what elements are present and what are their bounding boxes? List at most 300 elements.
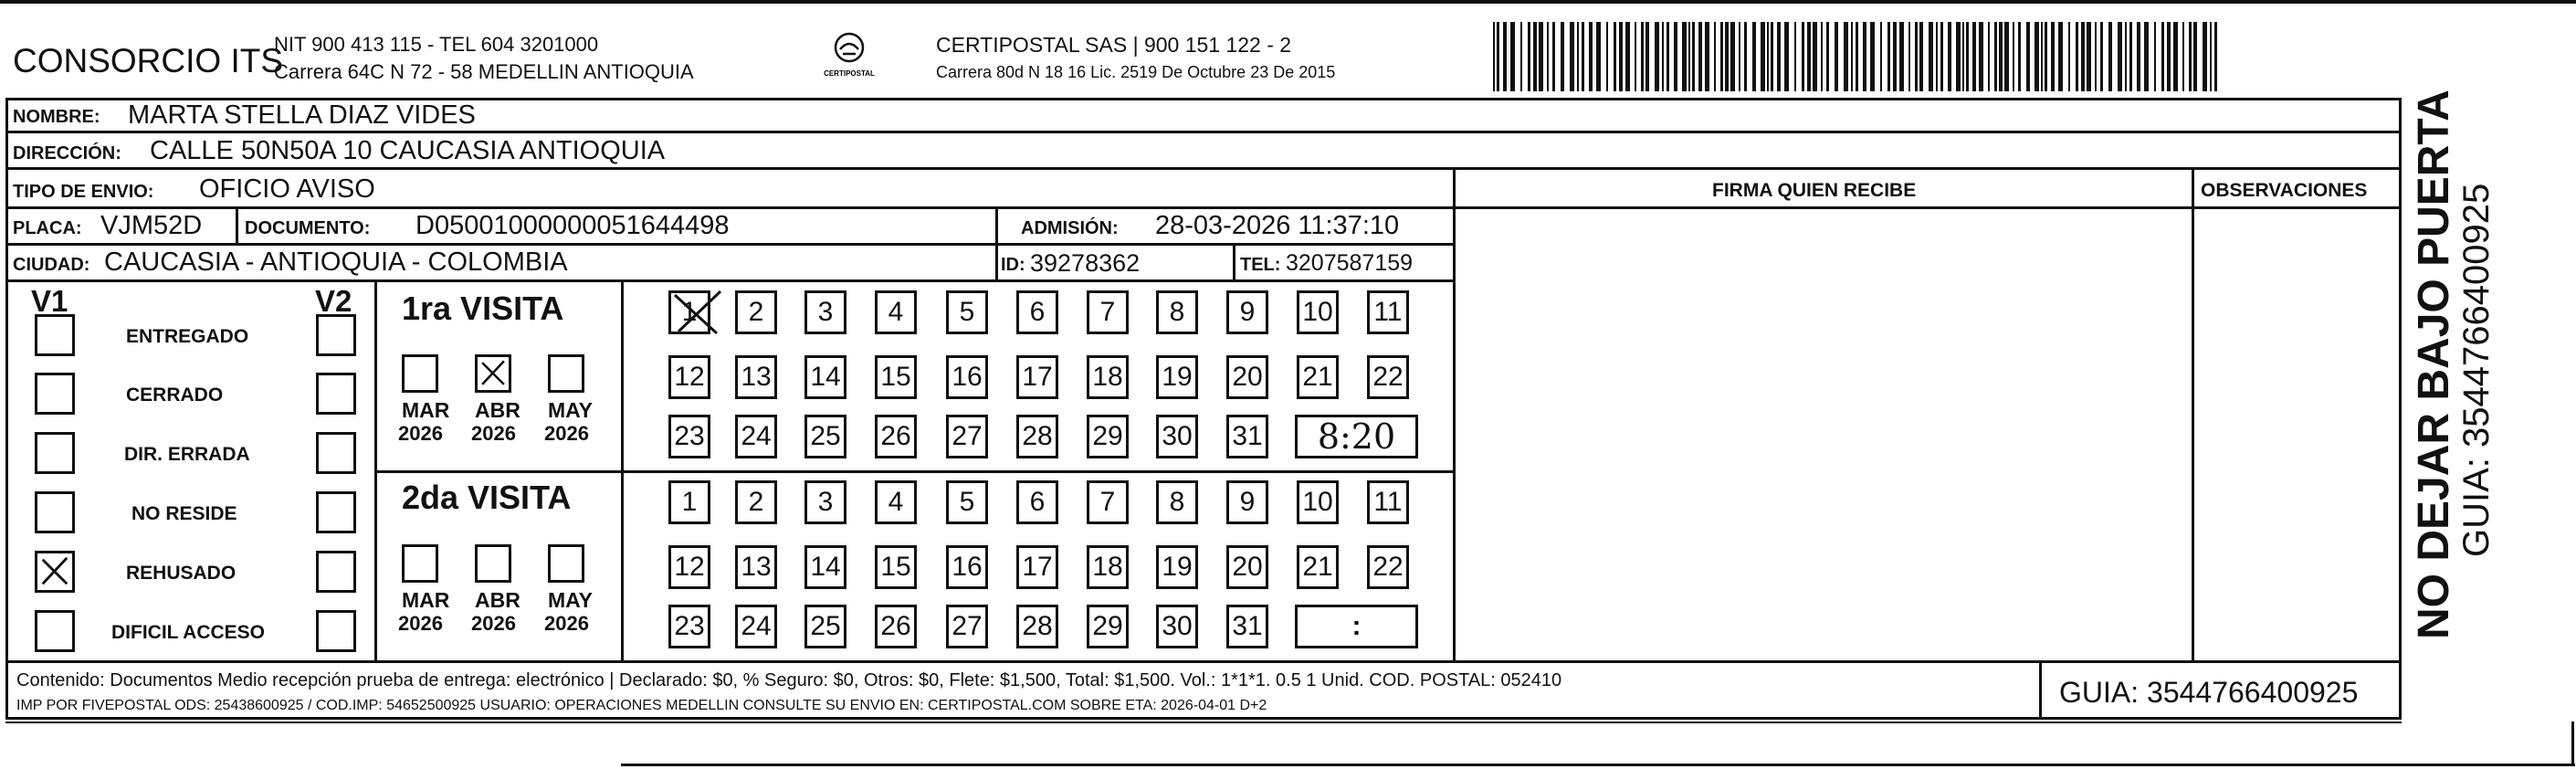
day-number: 30 <box>1162 611 1193 641</box>
direccion-value: CALLE 50N50A 10 CAUCASIA ANTIOQUIA <box>150 136 666 165</box>
company-nit: NIT 900 413 115 - TEL 604 3201000 <box>274 33 599 56</box>
day-number: 11 <box>1373 297 1403 327</box>
status-v2-checkbox[interactable] <box>316 491 356 533</box>
day-box[interactable] <box>804 355 846 399</box>
day-number: 8 <box>1169 487 1185 517</box>
day-box[interactable] <box>1367 545 1409 589</box>
barcode-bar <box>2118 22 2122 91</box>
admision-value: 28-03-2026 11:37:10 <box>1155 211 1400 240</box>
day-box[interactable] <box>735 415 777 458</box>
barcode-bar <box>2076 22 2078 91</box>
visit1-title: 1ra VISITA <box>402 290 564 327</box>
day-box[interactable] <box>1016 480 1058 524</box>
barcode-bar <box>1667 22 1669 91</box>
day-number: 29 <box>1092 611 1123 641</box>
day-box[interactable] <box>1226 545 1268 589</box>
barcode-bar <box>2154 22 2156 91</box>
day-box[interactable] <box>1297 355 1339 399</box>
day-number: 16 <box>952 552 983 582</box>
barcode-bar <box>1887 22 1890 91</box>
barcode-bar <box>1674 22 1677 91</box>
day-number: 31 <box>1232 421 1263 451</box>
day-box[interactable] <box>668 545 710 589</box>
day-number: 7 <box>1099 297 1116 327</box>
day-number: 1 <box>681 297 698 327</box>
day-box[interactable] <box>1016 415 1058 458</box>
day-number: 24 <box>741 421 772 451</box>
footer-content: Contenido: Documentos Medio recepción prueba de entrega: electrónico | Declarado: $0, % Seguro: $0, Otros: $0, Flete: $1,500, Total: $1,500. Vol.: 1*1*1. 0.5 1 Unid. COD. POSTAL: 052410 <box>16 670 1562 690</box>
barcode-bar <box>1744 22 1747 91</box>
placa-value: VJM52D <box>100 211 203 240</box>
barcode-bar <box>1936 22 1938 91</box>
day-number: 3 <box>817 297 834 327</box>
status-v2-checkbox[interactable] <box>316 432 356 474</box>
barcode-bar <box>2203 22 2207 91</box>
day-number: 10 <box>1302 297 1333 327</box>
barcode-bar <box>1784 22 1789 91</box>
day-number: 21 <box>1302 552 1333 582</box>
day-box[interactable] <box>1156 545 1198 589</box>
day-box[interactable] <box>1156 605 1198 648</box>
day-number: 12 <box>674 362 705 392</box>
status-label: DIFICIL ACCESO <box>111 622 266 643</box>
barcode-bar <box>1752 22 1756 91</box>
day-box[interactable] <box>1016 605 1058 648</box>
barcode-bar <box>1893 22 1897 91</box>
status-label: CERRADO <box>126 384 224 406</box>
barcode-bar <box>1908 22 1910 91</box>
day-number: 25 <box>810 611 841 641</box>
day-box[interactable] <box>1297 480 1339 524</box>
tipo-value: OFICIO AVISO <box>199 174 375 204</box>
company-address: Carrera 64C N 72 - 58 MEDELLIN ANTIOQUIA <box>274 60 694 83</box>
documento-label: DOCUMENTO: <box>245 218 371 238</box>
day-number: 5 <box>959 487 975 517</box>
barcode-bar <box>1714 22 1716 91</box>
day-box[interactable] <box>804 290 846 334</box>
day-number: 11 <box>1373 487 1403 517</box>
day-number: 4 <box>888 487 904 517</box>
day-box[interactable] <box>1226 605 1268 648</box>
barcode-bar <box>2189 22 2192 91</box>
v2-header: V2 <box>315 284 352 318</box>
day-box[interactable] <box>1016 545 1058 589</box>
day-number: 3 <box>817 487 834 517</box>
status-v1-checkbox[interactable] <box>35 432 75 474</box>
barcode-bar <box>1547 22 1549 91</box>
barcode-bar <box>2214 22 2217 91</box>
barcode-bar <box>1493 22 1495 91</box>
barcode-bar <box>1988 22 1990 91</box>
day-number: 6 <box>1029 487 1046 517</box>
visit2-title: 2da VISITA <box>402 479 572 516</box>
day-number: 28 <box>1022 421 1053 451</box>
barcode-bar <box>1503 22 1507 91</box>
barcode-bar <box>1570 22 1574 91</box>
barcode-bar <box>2018 22 2021 91</box>
day-box[interactable] <box>735 355 777 399</box>
day-box[interactable] <box>668 415 710 458</box>
day-box[interactable] <box>1156 355 1198 399</box>
visit1-time: 8:20 <box>1317 416 1396 457</box>
barcode-bar <box>1497 22 1499 91</box>
day-number: 18 <box>1092 552 1123 582</box>
barcode-bar <box>1807 22 1811 91</box>
barcode-bar <box>1596 22 1601 91</box>
day-box[interactable] <box>1087 605 1129 648</box>
barcode-bar <box>2173 22 2178 91</box>
id-value: 39278362 <box>1030 249 1141 277</box>
barcode-bar <box>2108 22 2112 91</box>
status-v1-checkbox[interactable] <box>35 373 75 415</box>
day-box[interactable] <box>875 355 917 399</box>
barcode-bar <box>2068 22 2070 91</box>
barcode-bar <box>2161 22 2164 91</box>
day-number: 17 <box>1022 552 1053 582</box>
barcode-bar <box>2041 22 2043 91</box>
day-box[interactable] <box>946 545 988 589</box>
barcode-bar <box>1919 22 1923 91</box>
barcode-bar <box>1899 22 1904 91</box>
day-number: 10 <box>1302 487 1333 517</box>
day-box[interactable] <box>946 480 988 524</box>
barcode-bar <box>2125 22 2127 91</box>
barcode-bar <box>2182 22 2184 91</box>
barcode-bar <box>1655 22 1659 91</box>
side-guia: GUIA: 3544766400925 <box>2456 183 2497 557</box>
barcode-bar <box>1577 22 1579 91</box>
barcode-bar <box>1915 22 1918 91</box>
day-number: 1 <box>681 487 698 517</box>
certipostal-logo <box>813 29 886 84</box>
barcode-bar <box>1539 22 1543 91</box>
barcode-bar <box>1645 22 1649 91</box>
day-box[interactable] <box>735 480 777 524</box>
day-number: 4 <box>888 297 904 327</box>
status-v2-checkbox[interactable] <box>316 610 356 652</box>
status-label: ENTREGADO <box>126 326 249 347</box>
year-label: 2026 <box>398 612 443 635</box>
barcode-bar <box>1528 22 1530 91</box>
month-label: ABR <box>475 398 520 422</box>
day-box[interactable] <box>1226 355 1268 399</box>
day-box[interactable] <box>804 480 846 524</box>
barcode-bar <box>1720 22 1723 91</box>
day-box[interactable] <box>1226 290 1268 334</box>
day-box[interactable] <box>804 605 846 648</box>
day-box[interactable] <box>1226 415 1268 458</box>
day-box[interactable] <box>946 605 988 648</box>
barcode-bar <box>1929 22 1933 91</box>
barcode-bar <box>1856 22 1858 91</box>
barcode-bar <box>1767 22 1769 91</box>
barcode-bar <box>1979 22 1983 91</box>
direccion-label: DIRECCIÓN: <box>13 143 121 163</box>
barcode-bar <box>1948 22 1951 91</box>
side-warning: NO DEJAR BAJO PUERTA <box>2410 90 2458 639</box>
month-label: MAY <box>548 398 593 422</box>
day-box[interactable] <box>668 605 710 648</box>
barcode-bar <box>2051 22 2055 91</box>
status-v1-checkbox[interactable] <box>35 551 75 593</box>
barcode-bar <box>1794 22 1796 91</box>
provider-license: Carrera 80d N 18 16 Lic. 2519 De Octubre 23 De 2015 <box>936 63 1336 81</box>
year-label: 2026 <box>544 422 589 445</box>
tel-value: 3207587159 <box>1286 250 1414 276</box>
day-number: 29 <box>1092 421 1123 451</box>
day-box[interactable] <box>1297 545 1339 589</box>
year-label: 2026 <box>471 422 516 445</box>
barcode-bar <box>1821 22 1823 91</box>
day-number: 14 <box>810 552 841 582</box>
barcode-bar <box>1582 22 1584 91</box>
barcode-bar <box>1863 22 1866 91</box>
day-box[interactable] <box>1156 290 1198 334</box>
day-number: 13 <box>741 552 772 582</box>
day-box[interactable] <box>1016 355 1058 399</box>
v1-header: V1 <box>31 284 68 318</box>
barcode-bar <box>1510 22 1515 91</box>
day-box[interactable] <box>946 290 988 334</box>
day-number: 22 <box>1372 552 1404 582</box>
barcode-bar <box>1966 22 1969 91</box>
day-box[interactable] <box>668 480 710 524</box>
barcode-bar <box>1870 22 1875 91</box>
day-number: 15 <box>880 552 911 582</box>
top-border <box>0 0 2576 4</box>
barcode-bar <box>1725 22 1729 91</box>
day-box[interactable] <box>1087 355 1129 399</box>
barcode-bar <box>1761 22 1765 91</box>
day-box[interactable] <box>875 415 917 458</box>
barcode-bar <box>1972 22 1976 91</box>
placa-label: PLACA: <box>13 218 82 238</box>
status-v1-checkbox[interactable] <box>35 491 75 533</box>
barcode-bar <box>1533 22 1537 91</box>
day-number: 26 <box>880 611 911 641</box>
day-number: 20 <box>1232 552 1263 582</box>
nombre-value: MARTA STELLA DIAZ VIDES <box>128 100 476 130</box>
day-number: 28 <box>1022 611 1053 641</box>
barcode-bar <box>2013 22 2014 91</box>
status-label: NO RESIDE <box>131 503 237 524</box>
barcode-bar <box>1641 22 1644 91</box>
day-box[interactable] <box>946 415 988 458</box>
barcode-bar <box>1813 22 1817 91</box>
barcode <box>1493 22 2224 91</box>
day-number: 9 <box>1239 487 1256 517</box>
day-number: 18 <box>1092 362 1123 392</box>
barcode-bar <box>2095 22 2097 91</box>
day-box[interactable] <box>668 355 710 399</box>
barcode-bar <box>1662 22 1664 91</box>
barcode-bar <box>2210 22 2212 91</box>
barcode-bar <box>1826 22 1829 91</box>
day-number: 31 <box>1232 611 1263 641</box>
day-number: 2 <box>748 487 764 517</box>
logo-text: CERTIPOSTAL <box>824 69 875 78</box>
month-label: ABR <box>475 588 520 612</box>
visit2-time-box[interactable] <box>1295 605 1418 648</box>
month-checkbox[interactable] <box>548 354 584 393</box>
year-label: 2026 <box>471 612 516 635</box>
day-box[interactable] <box>875 545 917 589</box>
admision-label: ADMISIÓN: <box>1021 218 1119 238</box>
day-number: 26 <box>880 421 911 451</box>
day-box[interactable] <box>1367 355 1409 399</box>
month-checkbox[interactable] <box>402 544 438 583</box>
barcode-bar <box>2045 22 2047 91</box>
status-v1-checkbox[interactable] <box>35 610 75 652</box>
barcode-bar <box>2058 22 2063 91</box>
barcode-bar <box>1692 22 1695 91</box>
day-number: 23 <box>674 611 705 641</box>
day-number: 30 <box>1162 421 1193 451</box>
barcode-bar <box>2004 22 2009 91</box>
barcode-bar <box>1999 22 2003 91</box>
status-v2-checkbox[interactable] <box>316 314 356 356</box>
month-label: MAR <box>402 588 450 612</box>
barcode-bar <box>2167 22 2171 91</box>
documento-value: D05001000000051644498 <box>415 211 730 240</box>
day-box[interactable] <box>1367 480 1409 524</box>
barcode-bar <box>1962 22 1964 91</box>
month-checkbox[interactable] <box>475 354 511 393</box>
day-number: 13 <box>741 362 772 392</box>
tel-label: TEL: <box>1240 255 1281 275</box>
barcode-bar <box>1705 22 1709 91</box>
day-number: 5 <box>959 297 975 327</box>
day-box[interactable] <box>804 415 846 458</box>
day-box[interactable] <box>1087 290 1129 334</box>
visit2-time: : <box>1351 611 1362 641</box>
barcode-bar <box>1956 22 1961 91</box>
barcode-bar <box>1589 22 1593 91</box>
barcode-bar <box>1635 22 1636 91</box>
status-v2-checkbox[interactable] <box>316 373 356 415</box>
day-box[interactable] <box>735 545 777 589</box>
barcode-bar <box>1688 22 1690 91</box>
day-number: 12 <box>674 552 705 582</box>
company-name: CONSORCIO ITS <box>13 42 284 79</box>
day-number: 8 <box>1169 297 1185 327</box>
day-box[interactable] <box>875 605 917 648</box>
day-box[interactable] <box>946 355 988 399</box>
barcode-bar <box>1771 22 1773 91</box>
id-label: ID: <box>1001 255 1025 275</box>
tipo-label: TIPO DE ENVIO: <box>13 182 154 202</box>
barcode-bar <box>2137 22 2140 91</box>
day-box[interactable] <box>1156 415 1198 458</box>
visit1-time-box[interactable] <box>1295 415 1418 458</box>
barcode-bar <box>1698 22 1702 91</box>
barcode-bar <box>2026 22 2030 91</box>
day-number: 23 <box>674 421 705 451</box>
barcode-bar <box>1606 22 1608 91</box>
barcode-bar <box>2100 22 2103 91</box>
barcode-bar <box>1739 22 1740 91</box>
day-box[interactable] <box>875 480 917 524</box>
day-box[interactable] <box>1087 415 1129 458</box>
barcode-bar <box>1777 22 1781 91</box>
day-number: 17 <box>1022 362 1053 392</box>
observaciones-header: OBSERVACIONES <box>2201 180 2368 201</box>
barcode-bar <box>1614 22 1616 91</box>
barcode-bar <box>1520 22 1522 91</box>
barcode-bar <box>1835 22 1838 91</box>
footer-imp: IMP POR FIVEPOSTAL ODS: 25438600925 / COD.IMP: 54652500925 USUARIO: OPERACIONES MEDELLIN CONSULTE SU ENVIO EN: CERTIPOSTAL.COM SOBRE ETA: 2026-04-01 D+2 <box>16 698 1267 713</box>
day-number: 15 <box>880 362 911 392</box>
day-box[interactable] <box>1156 480 1198 524</box>
day-number: 21 <box>1302 362 1333 392</box>
status-label: REHUSADO <box>126 563 237 584</box>
day-box[interactable] <box>735 605 777 648</box>
status-label: DIR. ERRADA <box>124 444 250 465</box>
barcode-bar <box>1561 22 1564 91</box>
month-checkbox[interactable] <box>475 544 511 583</box>
day-box[interactable] <box>1087 545 1129 589</box>
day-number: 27 <box>952 421 983 451</box>
barcode-bar <box>2087 22 2091 91</box>
day-box[interactable] <box>875 290 917 334</box>
barcode-bar <box>1730 22 1735 91</box>
day-box[interactable] <box>1087 480 1129 524</box>
barcode-bar <box>1844 22 1848 91</box>
day-number: 27 <box>952 611 983 641</box>
day-number: 19 <box>1162 552 1193 582</box>
ciudad-label: CIUDAD: <box>13 255 90 275</box>
day-number: 19 <box>1162 362 1193 392</box>
day-number: 20 <box>1232 362 1263 392</box>
day-box[interactable] <box>1226 480 1268 524</box>
day-number: 24 <box>741 611 772 641</box>
day-box[interactable] <box>1016 290 1058 334</box>
year-label: 2026 <box>398 422 443 445</box>
month-label: MAY <box>548 588 593 612</box>
barcode-bar <box>1802 22 1804 91</box>
month-checkbox[interactable] <box>548 544 584 583</box>
barcode-bar <box>2035 22 2039 91</box>
day-box[interactable] <box>1367 290 1409 334</box>
ciudad-value: CAUCASIA - ANTIOQUIA - COLOMBIA <box>104 248 568 277</box>
barcode-bar <box>2193 22 2197 91</box>
barcode-bar <box>2129 22 2132 91</box>
month-label: MAR <box>402 398 450 422</box>
day-number: 16 <box>952 362 983 392</box>
status-v2-checkbox[interactable] <box>316 551 356 593</box>
day-box[interactable] <box>668 290 710 334</box>
nombre-label: NOMBRE: <box>13 107 100 127</box>
day-box[interactable] <box>1297 290 1339 334</box>
footer-guia: GUIA: 3544766400925 <box>2059 676 2359 709</box>
day-number: 25 <box>810 421 841 451</box>
barcode-bar <box>1880 22 1882 91</box>
barcode-bar <box>2144 22 2149 91</box>
day-box[interactable] <box>735 290 777 334</box>
barcode-bar <box>1625 22 1630 91</box>
provider-info: CERTIPOSTAL SAS | 900 151 122 - 2 <box>936 33 1292 57</box>
status-v1-checkbox[interactable] <box>35 314 75 356</box>
barcode-bar <box>1994 22 1997 91</box>
firma-header: FIRMA QUIEN RECIBE <box>1712 180 1917 201</box>
day-number: 7 <box>1099 487 1116 517</box>
month-checkbox[interactable] <box>402 354 438 393</box>
barcode-bar <box>1851 22 1853 91</box>
barcode-bar <box>1940 22 1943 91</box>
day-number: 14 <box>810 362 841 392</box>
day-box[interactable] <box>804 545 846 589</box>
barcode-bar <box>2081 22 2085 91</box>
